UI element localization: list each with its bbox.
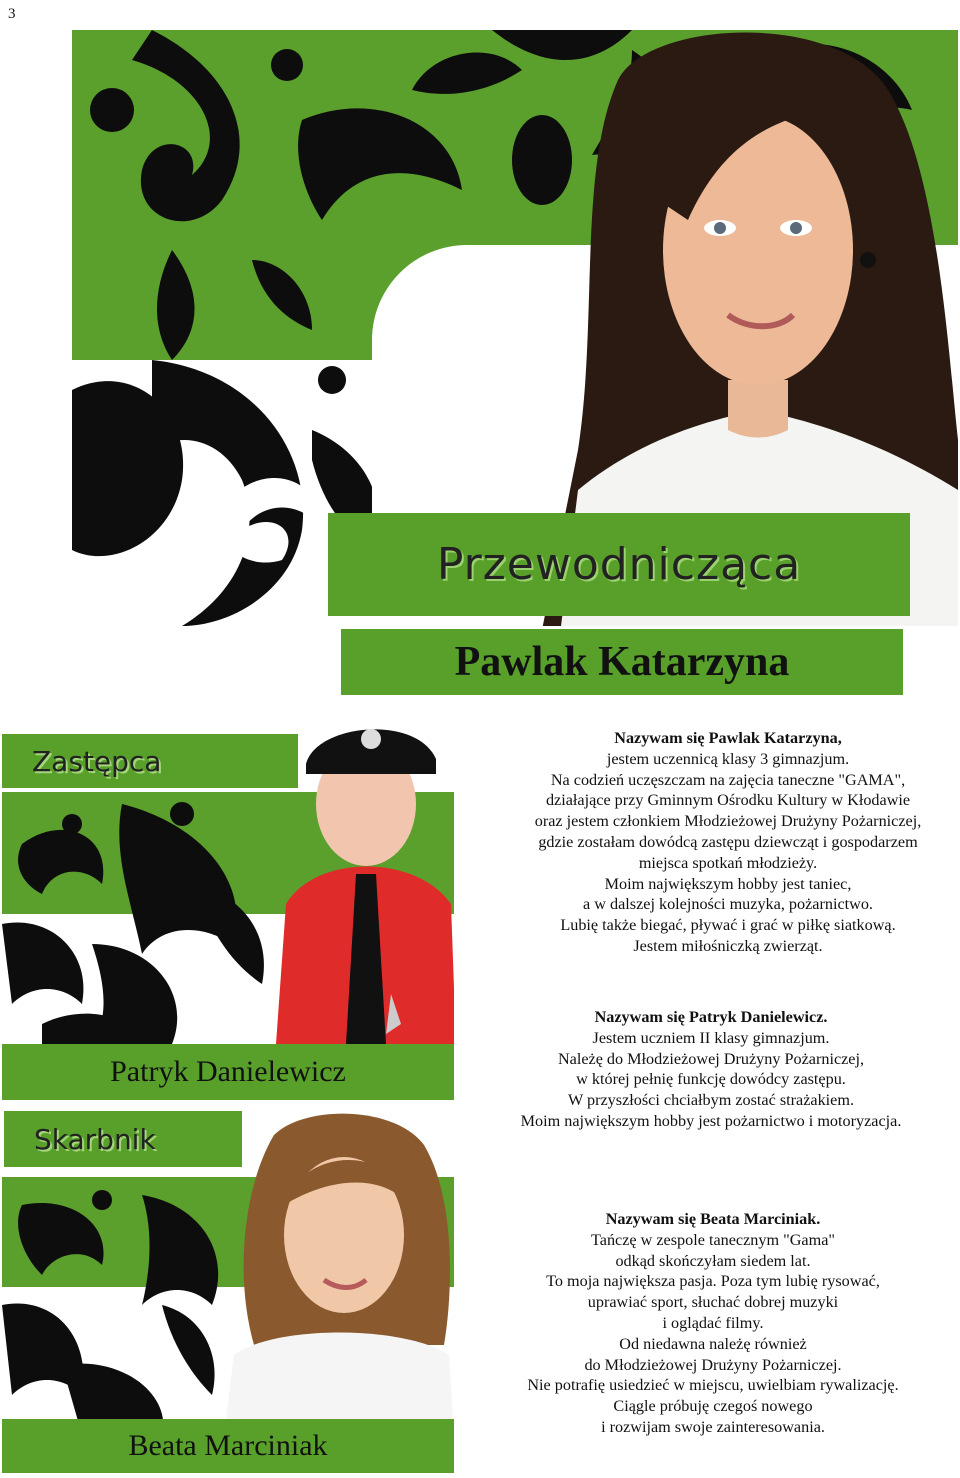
bio-line: Na codzień uczęszczam na zajęcia taneczne "GAMA", — [550, 770, 906, 789]
role-banner-deputy — [2, 734, 298, 788]
bio-line: a w dalszej kolejności muzyka, pożarnictwo. — [583, 895, 873, 914]
bio-line: Należę do Młodzieżowej Drużyny Pożarniczej, — [557, 1049, 865, 1068]
bio-line: gdzie zostałam dowódcą zastępu dziewcząt i gospodarzem — [538, 832, 918, 851]
treasurer-panel — [2, 1105, 454, 1473]
bio-deputy — [478, 1007, 944, 1132]
bio-line: W przyszłości chciałbym zostać strażakiem. — [567, 1091, 855, 1110]
portrait-beata — [224, 1105, 454, 1435]
bio-line: Moim największym hobby jest taniec, — [604, 874, 852, 893]
role-title: Przewodnicząca — [436, 539, 802, 590]
bio-line: do Młodzieżowej Drużyny Pożarniczej. — [584, 1355, 842, 1374]
person-name: Beata Marciniak — [128, 1429, 328, 1462]
name-banner-deputy — [2, 1044, 454, 1100]
role-title: Skarbnik — [34, 1122, 156, 1156]
bio-line: miejsca spotkań młodzieży. — [638, 853, 818, 872]
bio-line: Nie potrafię usiedzieć w miejscu, uwielbiam rywalizację. — [527, 1376, 899, 1395]
name-banner-president — [341, 629, 903, 695]
deputy-panel — [2, 704, 454, 1044]
person-name: Pawlak Katarzyna — [454, 639, 790, 685]
bio-line: jestem uczennicą klasy 3 gimnazjum. — [606, 749, 850, 768]
bio-line: Lubię także biegać, pływać i grać w piłkę siatkową. — [560, 916, 896, 935]
bio-line: Moim największym hobby jest pożarnictwo i motoryzacja. — [520, 1111, 902, 1130]
role-banner-treasurer — [4, 1111, 242, 1167]
bio-line: uprawiać sport, słuchać dobrej muzyki — [587, 1293, 839, 1312]
role-banner-president — [328, 513, 910, 616]
page-number: 3 — [8, 6, 16, 22]
bio-line: Jestem miłośniczką zwierząt. — [633, 936, 823, 955]
bio-line: Nazywam się Beata Marciniak. — [605, 1210, 821, 1228]
role-title: Zastępca — [32, 744, 162, 778]
bio-line: działające przy Gminnym Ośrodku Kultury w Kłodawie — [545, 791, 911, 810]
bio-line: Od niedawna należę również — [619, 1334, 807, 1353]
bio-line: odkąd skończyłam siedem lat. — [615, 1251, 811, 1270]
bio-line: Jestem uczniem II klasy gimnazjum. — [592, 1028, 830, 1047]
person-name: Patryk Danielewicz — [110, 1055, 346, 1088]
bio-treasurer — [480, 1209, 946, 1438]
portrait-patryk — [276, 704, 454, 1044]
bio-line: w której pełnię funkcję dowódcy zastępu. — [576, 1070, 846, 1089]
bio-line: Nazywam się Patryk Danielewicz. — [594, 1008, 828, 1026]
bio-line: Ciągle próbuję czegoś nowego — [613, 1397, 813, 1416]
bio-line: i rozwijam swoje zainteresowania. — [601, 1417, 825, 1436]
bio-line: Nazywam się Pawlak Katarzyna, — [614, 729, 842, 747]
bio-line: i oglądać filmy. — [662, 1313, 764, 1332]
bio-line: Tańczę w zespole tanecznym "Gama" — [591, 1230, 835, 1249]
bio-line: oraz jestem członkiem Młodzieżowej Drużyny Pożarniczej, — [534, 812, 922, 831]
bio-line: To moja największa pasja. Poza tym lubię rysować, — [546, 1272, 880, 1291]
bio-president — [480, 728, 960, 957]
name-banner-treasurer — [2, 1419, 454, 1473]
